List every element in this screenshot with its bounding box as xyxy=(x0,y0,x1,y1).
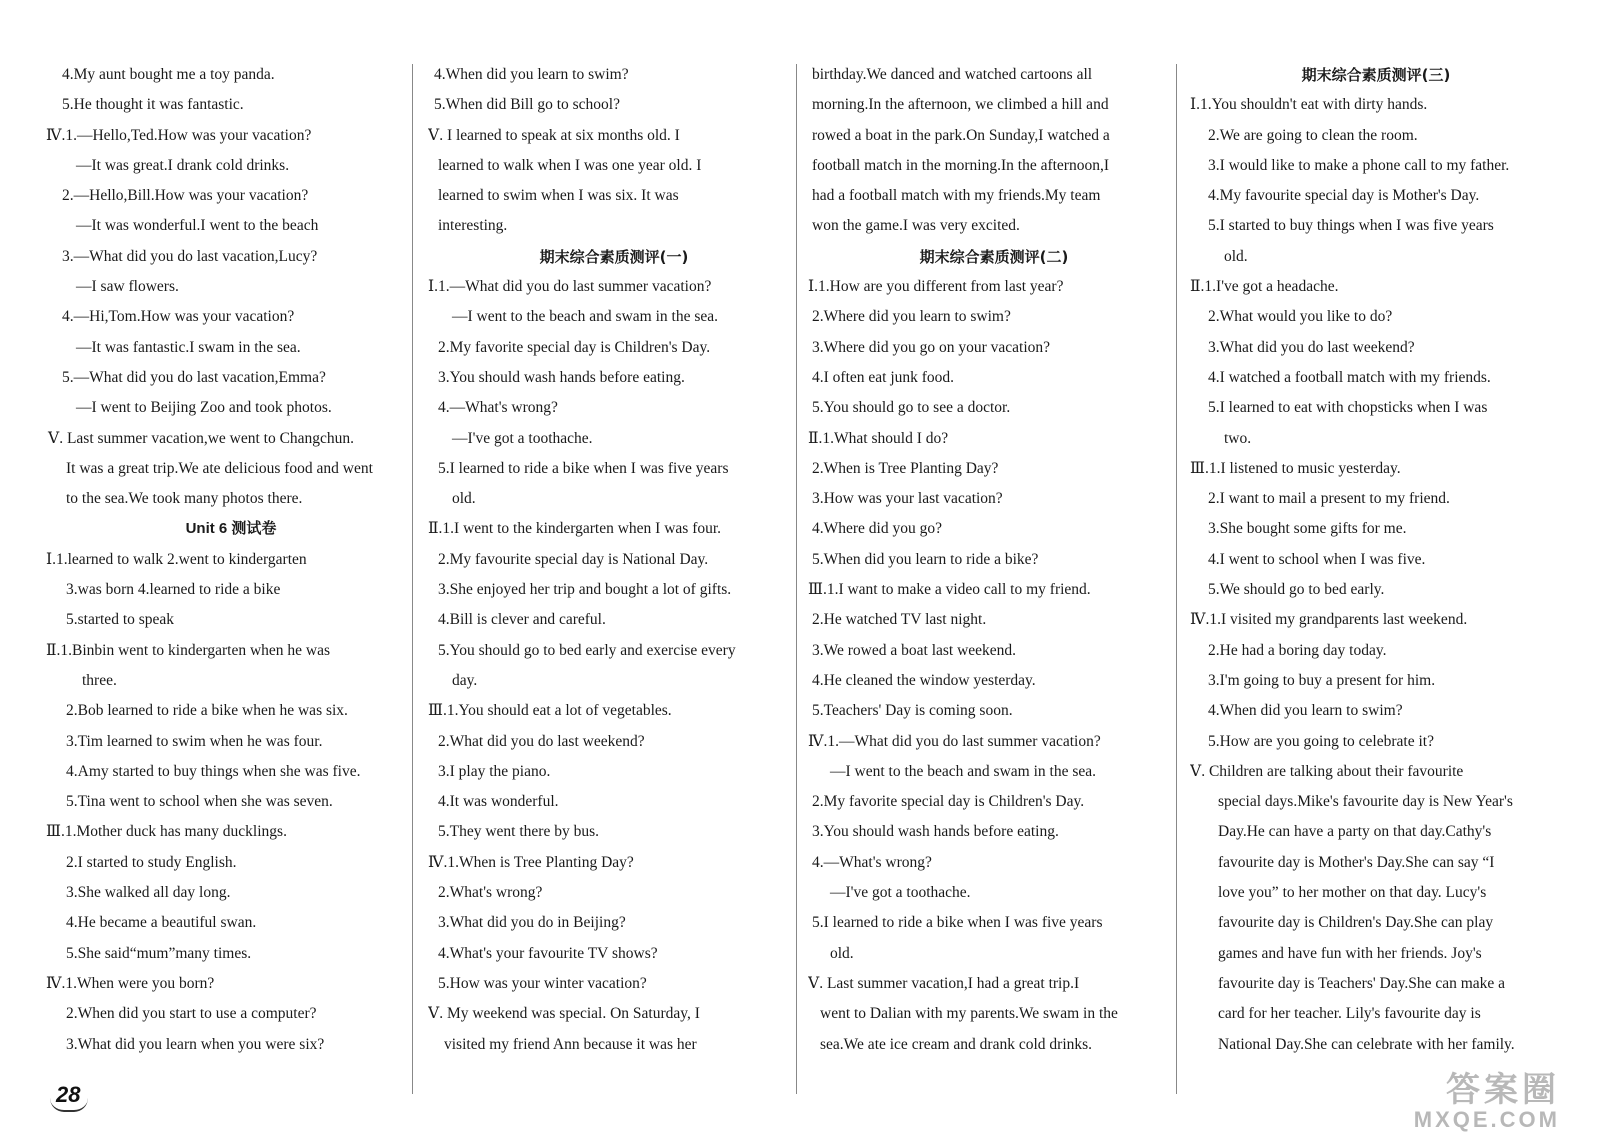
text-line: birthday.We danced and watched cartoons all xyxy=(812,66,1093,83)
text-line: 3.I'm going to buy a present for him. xyxy=(1208,671,1436,689)
watermark-logo xyxy=(1340,1072,1560,1136)
text-line: 5.I learned to eat with chopsticks when I was xyxy=(1208,399,1488,417)
text-line: 2.When is Tree Planting Day? xyxy=(812,459,999,477)
text-line: 5.When did you learn to ride a bike? xyxy=(812,550,1039,568)
column-3 xyxy=(808,60,1180,1060)
text-line: football match in the morning.In the afternoon,I xyxy=(812,156,1109,174)
text-line: Ⅳ.1.—What did you do last summer vacation? xyxy=(808,732,1101,750)
text-line: 5.started to speak xyxy=(66,611,175,629)
page-number: 28 xyxy=(50,1082,88,1112)
text-line: Ⅲ.1.I listened to music yesterday. xyxy=(1190,459,1401,477)
column-1 xyxy=(46,60,416,1060)
text-line: 4.I went to school when I was five. xyxy=(1208,550,1426,568)
column-2 xyxy=(428,60,800,1060)
text-line: —I went to the beach and swam in the sea. xyxy=(830,762,1096,780)
section-heading: 期末综合素质测评(三) xyxy=(1301,66,1451,84)
text-line: 2.My favorite special day is Children's Day. xyxy=(812,793,1085,811)
text-line: two. xyxy=(1224,429,1252,447)
text-line: to the sea.We took many photos there. xyxy=(66,490,303,508)
text-line: 4.I often eat junk food. xyxy=(812,368,955,386)
text-line: 4.My favourite special day is Mother's Day. xyxy=(1208,187,1480,205)
text-line: old. xyxy=(830,944,854,962)
text-line: Ⅳ.1.When were you born? xyxy=(46,974,215,992)
text-line: 2.What would you like to do? xyxy=(1208,308,1393,326)
text-line: learned to swim when I was six. It was xyxy=(438,187,679,205)
text-line: 2.Bob learned to ride a bike when he was six. xyxy=(66,702,348,720)
text-line: 3.was born 4.learned to ride a bike xyxy=(66,581,281,599)
text-line: —I've got a toothache. xyxy=(452,429,593,447)
text-line: love you” to her mother on that day. Lucy's xyxy=(1218,884,1487,902)
watermark-domain: MXQE.COM xyxy=(1413,1107,1560,1132)
text-line: Ⅱ.1.What should I do? xyxy=(808,429,949,447)
text-line: Ⅰ.1.—What did you do last summer vacation? xyxy=(428,278,712,296)
text-line: favourite day is Teachers' Day.She can make a xyxy=(1218,974,1506,992)
text-line: visited my friend Ann because it was her xyxy=(444,1035,697,1053)
text-line: It was a great trip.We ate delicious food and went xyxy=(66,459,373,477)
text-line: 2.He watched TV last night. xyxy=(812,611,987,629)
text-line: 4.When did you learn to swim? xyxy=(1208,702,1403,720)
text-line: won the game.I was very excited. xyxy=(812,217,1020,235)
text-line: 5.—What did you do last vacation,Emma? xyxy=(62,368,326,386)
text-line: 5.I started to buy things when I was five years xyxy=(1208,217,1494,235)
text-line: 4.When did you learn to swim? xyxy=(434,66,629,83)
text-line: interesting. xyxy=(438,217,508,235)
text-line: 2.—Hello,Bill.How was your vacation? xyxy=(62,187,309,205)
text-line: card for her teacher. Lily's favourite day is xyxy=(1218,1005,1481,1023)
text-line: 4.I watched a football match with my friends. xyxy=(1208,368,1491,386)
text-line: 2.We are going to clean the room. xyxy=(1208,126,1418,144)
text-line: 5.She said“mum”many times. xyxy=(66,944,252,962)
text-line: 4.What's your favourite TV shows? xyxy=(438,944,658,962)
text-line: 5.I learned to ride a bike when I was five years xyxy=(812,914,1103,932)
section-heading: 期末综合素质测评(二) xyxy=(919,247,1069,266)
text-line: 4.He cleaned the window yesterday. xyxy=(812,671,1036,689)
text-line: 2.My favorite special day is Children's Day. xyxy=(438,338,711,356)
text-line: 2.I want to mail a present to my friend. xyxy=(1208,490,1450,508)
text-line: 2.He had a boring day today. xyxy=(1208,641,1387,659)
text-line: 3.What did you do in Beijing? xyxy=(438,914,626,932)
text-line: 5.They went there by bus. xyxy=(438,823,599,841)
text-line: 3.You should wash hands before eating. xyxy=(438,368,685,386)
text-line: 2.When did you start to use a computer? xyxy=(66,1005,317,1023)
text-line: 5.When did Bill go to school? xyxy=(434,96,620,114)
text-line: morning.In the afternoon, we climbed a hill and xyxy=(812,96,1109,114)
text-line: 5.We should go to bed early. xyxy=(1208,581,1385,599)
text-line: old. xyxy=(1224,247,1248,265)
text-line: 4.Bill is clever and careful. xyxy=(438,611,606,629)
text-line: Ⅳ.1.I visited my grandparents last weekend. xyxy=(1190,611,1468,629)
text-line: Ⅴ. Last summer vacation,we went to Changchun. xyxy=(48,429,355,447)
text-line: 4.—Hi,Tom.How was your vacation? xyxy=(62,308,295,326)
text-line: Ⅳ.1.When is Tree Planting Day? xyxy=(428,853,634,871)
text-line: Ⅱ.1.I've got a headache. xyxy=(1190,278,1339,296)
text-line: 4.Amy started to buy things when she was five. xyxy=(66,762,361,780)
text-line: 5.You should go to see a doctor. xyxy=(812,399,1011,417)
text-line: three. xyxy=(82,671,117,689)
text-line: day. xyxy=(452,671,478,689)
text-line: 5.Tina went to school when she was seven. xyxy=(66,793,333,811)
section-heading: 期末综合素质测评(一) xyxy=(539,247,689,266)
text-line: 5.Teachers' Day is coming soon. xyxy=(812,702,1013,720)
text-line: Ⅲ.1.Mother duck has many ducklings. xyxy=(46,823,287,841)
text-line: 2.I started to study English. xyxy=(66,853,237,871)
text-line: Ⅴ. My weekend was special. On Saturday, I xyxy=(428,1005,700,1023)
text-line: Ⅱ.1.Binbin went to kindergarten when he was xyxy=(46,641,331,659)
text-line: National Day.She can celebrate with her family. xyxy=(1218,1035,1515,1053)
text-line: Ⅳ.1.—Hello,Ted.How was your vacation? xyxy=(46,126,312,144)
text-line: 2.What's wrong? xyxy=(438,884,543,902)
text-line: Ⅰ.1.How are you different from last year? xyxy=(808,278,1064,296)
column-4 xyxy=(1190,60,1562,1060)
text-line: 2.Where did you learn to swim? xyxy=(812,308,1011,326)
text-line: 4.—What's wrong? xyxy=(812,853,932,871)
text-line: 5.You should go to bed early and exercise every xyxy=(438,641,736,659)
text-line: had a football match with my friends.My team xyxy=(812,187,1101,205)
text-line: —I went to Beijing Zoo and took photos. xyxy=(76,399,332,417)
text-line: games and have fun with her friends. Joy's xyxy=(1218,944,1482,962)
text-line: 3.I would like to make a phone call to my father. xyxy=(1208,156,1510,174)
text-line: Ⅴ. Children are talking about their favourite xyxy=(1190,762,1464,780)
text-line: Ⅱ.1.I went to the kindergarten when I was four. xyxy=(428,520,722,538)
text-line: Ⅲ.1.You should eat a lot of vegetables. xyxy=(428,702,672,720)
text-line: —It was fantastic.I swam in the sea. xyxy=(76,338,301,356)
text-line: Ⅰ.1.You shouldn't eat with dirty hands. xyxy=(1190,96,1428,114)
text-line: 3.She enjoyed her trip and bought a lot of gifts. xyxy=(438,581,732,599)
text-line: Ⅲ.1.I want to make a video call to my friend. xyxy=(808,581,1091,599)
text-line: 4.It was wonderful. xyxy=(438,793,559,811)
text-line: rowed a boat in the park.On Sunday,I watched a xyxy=(812,126,1110,144)
text-line: 4.He became a beautiful swan. xyxy=(66,914,257,932)
text-line: 3.I play the piano. xyxy=(438,762,551,780)
text-line: 4.Where did you go? xyxy=(812,520,942,538)
text-line: 4.—What's wrong? xyxy=(438,399,558,417)
text-line: favourite day is Mother's Day.She can say “I xyxy=(1218,853,1495,871)
text-line: 5.How are you going to celebrate it? xyxy=(1208,732,1434,750)
text-line: —It was wonderful.I went to the beach xyxy=(76,217,319,235)
text-line: 3.—What did you do last vacation,Lucy? xyxy=(62,247,318,265)
text-line: sea.We ate ice cream and drank cold drinks. xyxy=(820,1035,1093,1053)
text-line: old. xyxy=(452,490,476,508)
text-line: —I've got a toothache. xyxy=(830,884,971,902)
watermark-text: 答案圈 xyxy=(1446,1070,1560,1110)
text-line: 3.You should wash hands before eating. xyxy=(812,823,1059,841)
text-line: Ⅰ.1.learned to walk 2.went to kindergarten xyxy=(46,550,307,568)
text-line: Ⅴ. Last summer vacation,I had a great trip.I xyxy=(808,974,1080,992)
text-line: 4.My aunt bought me a toy panda. xyxy=(62,66,275,83)
text-line: 3.How was your last vacation? xyxy=(812,490,1003,508)
text-line: special days.Mike's favourite day is New Year's xyxy=(1218,793,1513,811)
text-line: favourite day is Children's Day.She can play xyxy=(1218,914,1494,932)
text-line: —It was great.I drank cold drinks. xyxy=(76,156,290,174)
text-line: Day.He can have a party on that day.Cathy's xyxy=(1218,823,1492,841)
text-line: 3.She bought some gifts for me. xyxy=(1208,520,1407,538)
section-heading: Unit 6 测试卷 xyxy=(185,520,277,538)
text-line: —I saw flowers. xyxy=(76,278,179,296)
text-line: 3.What did you learn when you were six? xyxy=(66,1035,325,1053)
text-line: 3.Where did you go on your vacation? xyxy=(812,338,1051,356)
text-line: 3.She walked all day long. xyxy=(66,884,231,902)
text-line: 2.My favourite special day is National Day. xyxy=(438,550,709,568)
text-line: 3.We rowed a boat last weekend. xyxy=(812,641,1017,659)
text-line: Ⅴ. I learned to speak at six months old. I xyxy=(428,126,680,144)
text-line: 5.He thought it was fantastic. xyxy=(62,96,244,114)
col1-block xyxy=(46,60,416,514)
text-line: —I went to the beach and swam in the sea. xyxy=(452,308,718,326)
text-line: 5.I learned to ride a bike when I was five years xyxy=(438,459,729,477)
text-line: learned to walk when I was one year old. I xyxy=(438,156,702,174)
col1-block-2 xyxy=(46,545,416,1060)
text-line: went to Dalian with my parents.We swam in the xyxy=(820,1005,1118,1023)
text-line: 3.What did you do last weekend? xyxy=(1208,338,1415,356)
text-line: 5.How was your winter vacation? xyxy=(438,974,647,992)
text-line: 3.Tim learned to swim when he was four. xyxy=(66,732,323,750)
text-line: 2.What did you do last weekend? xyxy=(438,732,645,750)
